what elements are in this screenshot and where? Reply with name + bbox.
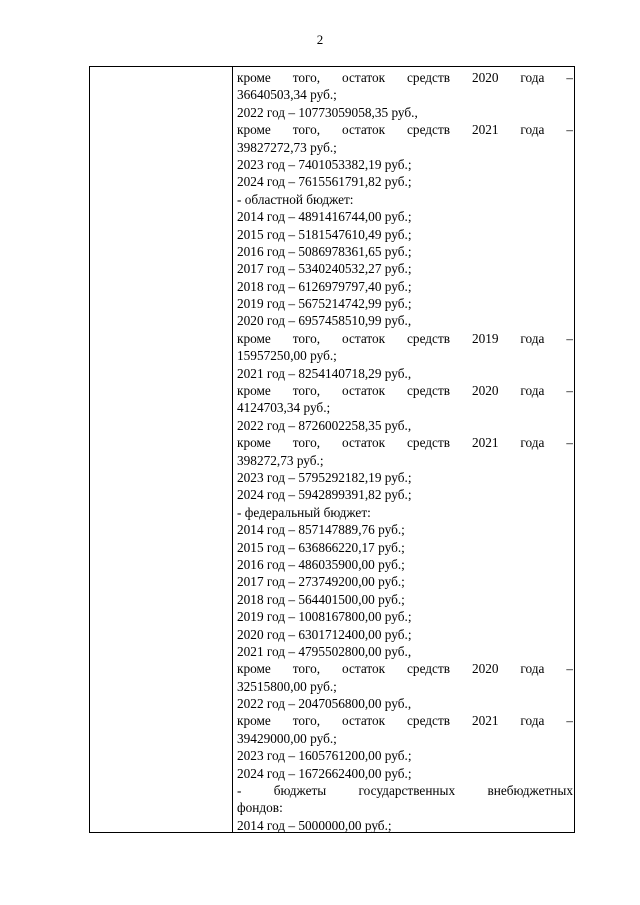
text-line: 2015 год – 636866220,17 руб.; xyxy=(237,539,405,555)
text-word: – xyxy=(566,330,573,346)
text-line: 2020 год – 6301712400,00 руб.; xyxy=(237,626,412,642)
text-line: 2019 год – 1008167800,00 руб.; xyxy=(237,609,412,625)
text-word: 2020 xyxy=(471,661,499,677)
text-word: остаток xyxy=(341,383,386,399)
text-word: внебюджетных xyxy=(487,783,573,799)
text-line: 2017 год – 5340240532,27 руб.; xyxy=(237,261,412,277)
text-line: 2023 год – 7401053382,19 руб.; xyxy=(237,156,412,172)
text-word: – xyxy=(566,383,573,399)
text-line xyxy=(237,121,573,138)
text-line: 2024 год – 1672662400,00 руб.; xyxy=(237,765,412,781)
text-line: 15957250,00 руб.; xyxy=(237,348,337,364)
text-word: средств xyxy=(407,713,451,729)
text-word: кроме xyxy=(237,122,271,138)
text-line xyxy=(237,782,573,799)
text-line: - федеральный бюджет: xyxy=(237,504,371,520)
text-word: бюджеты xyxy=(273,783,327,799)
text-line xyxy=(237,330,573,347)
text-line xyxy=(237,434,573,451)
text-word: 2019 xyxy=(471,330,499,346)
text-line xyxy=(237,382,573,399)
text-word: остаток xyxy=(341,713,386,729)
text-word: – xyxy=(566,435,573,451)
text-word: того, xyxy=(292,435,321,451)
text-word: кроме xyxy=(237,383,271,399)
text-line xyxy=(237,69,573,86)
funding-table xyxy=(89,66,575,833)
text-line: 2015 год – 5181547610,49 руб.; xyxy=(237,226,412,242)
text-word: кроме xyxy=(237,713,271,729)
text-word: 2020 xyxy=(471,383,499,399)
text-line: 2018 год – 564401500,00 руб.; xyxy=(237,591,405,607)
text-word: остаток xyxy=(341,122,386,138)
text-word: того, xyxy=(292,330,321,346)
text-word: кроме xyxy=(237,435,271,451)
text-word: кроме xyxy=(237,330,271,346)
text-line: 2024 год – 7615561791,82 руб.; xyxy=(237,174,412,190)
text-line: 2022 год – 10773059058,35 руб., xyxy=(237,104,418,120)
text-line: фондов: xyxy=(237,800,283,816)
text-line: 2017 год – 273749200,00 руб.; xyxy=(237,574,405,590)
text-word: государственных xyxy=(358,783,456,799)
text-word: остаток xyxy=(341,661,386,677)
text-line: 2014 год – 5000000,00 руб.; xyxy=(237,817,392,833)
text-line: 32515800,00 руб.; xyxy=(237,678,337,694)
page-number: 2 xyxy=(316,32,324,47)
text-line: 2018 год – 6126979797,40 руб.; xyxy=(237,278,412,294)
text-line: 2023 год – 1605761200,00 руб.; xyxy=(237,748,412,764)
text-line: 2020 год – 6957458510,99 руб., xyxy=(237,313,412,329)
text-word: кроме xyxy=(237,661,271,677)
text-word: 2020 xyxy=(471,70,499,85)
text-line: 2014 год – 857147889,76 руб.; xyxy=(237,522,405,538)
text-line: 2019 год – 5675214742,99 руб.; xyxy=(237,296,412,312)
text-line: 2021 год – 4795502800,00 руб., xyxy=(237,643,412,659)
text-line: 4124703,34 руб.; xyxy=(237,400,331,416)
text-line: 39429000,00 руб.; xyxy=(237,730,337,746)
text-word: средств xyxy=(407,122,451,138)
text-word: – xyxy=(566,122,573,138)
text-line: 2016 год – 5086978361,65 руб.; xyxy=(237,243,412,259)
table-right-cell xyxy=(237,69,573,834)
text-line: 2021 год – 8254140718,29 руб., xyxy=(237,365,412,381)
text-word: кроме xyxy=(237,70,271,85)
text-line: 2022 год – 2047056800,00 руб., xyxy=(237,696,412,712)
text-word: остаток xyxy=(341,435,386,451)
text-line: 2016 год – 486035900,00 руб.; xyxy=(237,556,405,572)
text-word: года xyxy=(520,330,545,346)
text-word: того, xyxy=(292,383,321,399)
text-word: остаток xyxy=(341,70,386,85)
text-word: – xyxy=(566,70,573,85)
text-word: – xyxy=(566,661,573,677)
text-word: года xyxy=(520,661,545,677)
text-word: 2021 xyxy=(471,713,499,729)
text-line: 39827272,73 руб.; xyxy=(237,139,337,155)
text-word: средств xyxy=(407,435,451,451)
text-word: – xyxy=(566,713,573,729)
text-word: средств xyxy=(407,330,451,346)
text-word: остаток xyxy=(341,330,386,346)
text-line xyxy=(237,660,573,677)
text-line: 36640503,34 руб.; xyxy=(237,87,337,103)
text-word: - xyxy=(237,783,242,799)
text-word: года xyxy=(520,713,545,729)
text-word: средств xyxy=(407,70,451,85)
text-word: 2021 xyxy=(471,122,499,138)
text-line: 2023 год – 5795292182,19 руб.; xyxy=(237,469,412,485)
text-line: 2022 год – 8726002258,35 руб., xyxy=(237,417,412,433)
text-word: года xyxy=(520,383,545,399)
text-word: года xyxy=(520,70,545,85)
text-line: 2014 год – 4891416744,00 руб.; xyxy=(237,209,412,225)
text-word: 2021 xyxy=(471,435,499,451)
text-line: 2024 год – 5942899391,82 руб.; xyxy=(237,487,412,503)
text-line: - областной бюджет: xyxy=(237,191,354,207)
text-word: того, xyxy=(292,661,321,677)
text-line xyxy=(237,712,573,729)
text-word: средств xyxy=(407,383,451,399)
text-word: года xyxy=(520,435,545,451)
table-left-cell xyxy=(90,67,233,832)
text-word: средств xyxy=(407,661,451,677)
text-line: 398272,73 руб.; xyxy=(237,452,324,468)
text-word: того, xyxy=(292,713,321,729)
text-word: того, xyxy=(292,122,321,138)
text-word: года xyxy=(520,122,545,138)
text-word: того, xyxy=(292,70,321,85)
